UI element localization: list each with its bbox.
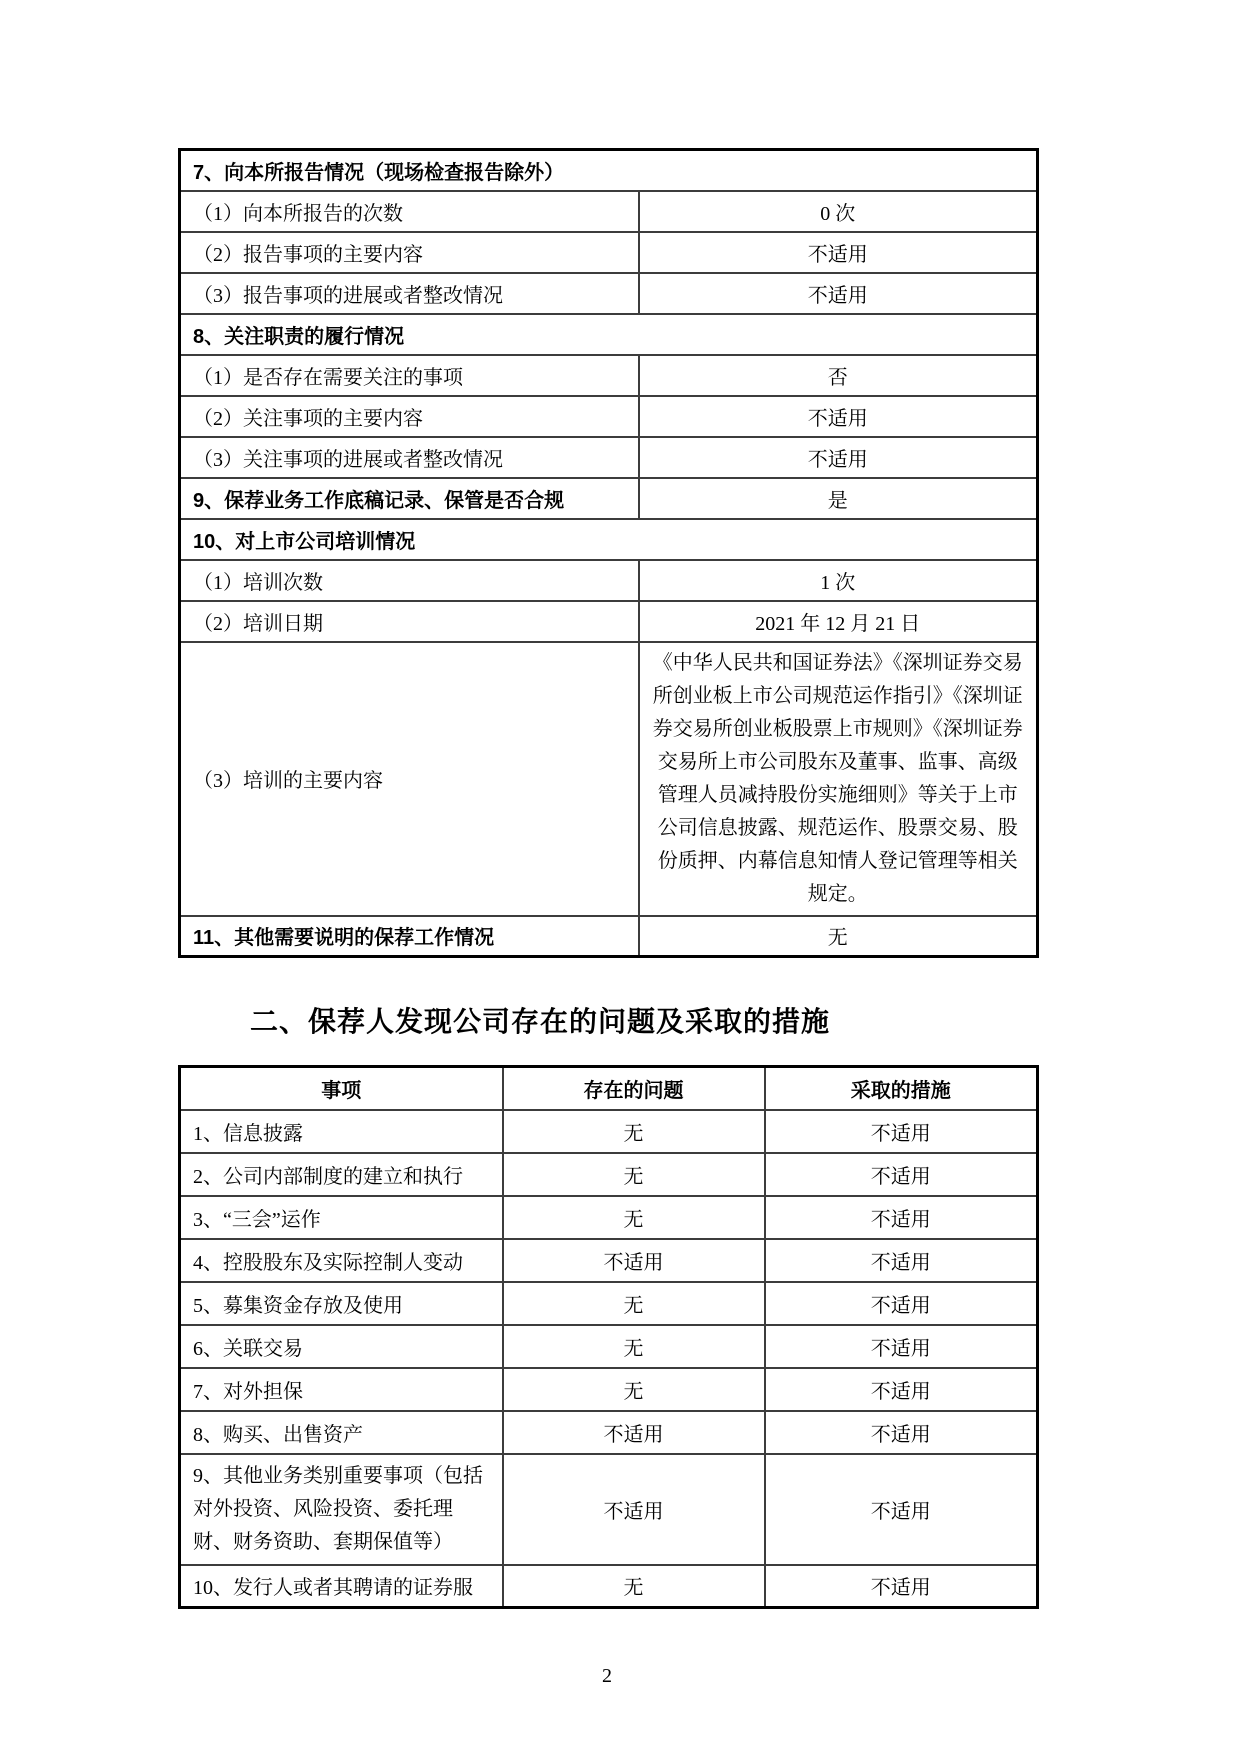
problem-cell: 不适用 <box>503 1454 765 1565</box>
table-row <box>180 601 1038 642</box>
measure-cell: 不适用 <box>765 1153 1038 1196</box>
item-cell: 8、购买、出售资产 <box>180 1411 503 1454</box>
table-row <box>180 396 1038 437</box>
row-label-cell: 9、保荐业务工作底稿记录、保管是否合规 <box>180 478 639 519</box>
problem-cell: 无 <box>503 1153 765 1196</box>
table-row <box>180 916 1038 957</box>
section-two-title: 二、保荐人发现公司存在的问题及采取的措施 <box>250 1006 831 1037</box>
row-label-cell: （1）向本所报告的次数 <box>180 191 639 232</box>
measure-cell: 不适用 <box>765 1565 1038 1608</box>
item-cell: 3、“三会”运作 <box>180 1196 503 1239</box>
table-row <box>180 519 1038 560</box>
row-value-cell: 1 次 <box>639 560 1038 601</box>
table-row <box>180 355 1038 396</box>
table-row <box>180 1196 1038 1239</box>
row-value-cell: 2021 年 12 月 21 日 <box>639 601 1038 642</box>
section-header-cell: 10、对上市公司培训情况 <box>180 519 1038 560</box>
sponsor-work-table <box>178 148 1039 958</box>
row-value-cell: 无 <box>639 916 1038 957</box>
measure-cell: 不适用 <box>765 1454 1038 1565</box>
table-row <box>180 150 1038 191</box>
row-value-cell: 是 <box>639 478 1038 519</box>
row-label-cell: （2）报告事项的主要内容 <box>180 232 639 273</box>
column-header-problem: 存在的问题 <box>503 1067 765 1110</box>
row-value-cell: 不适用 <box>639 437 1038 478</box>
item-cell: 7、对外担保 <box>180 1368 503 1411</box>
row-value-cell: 0 次 <box>639 191 1038 232</box>
table-row <box>180 1153 1038 1196</box>
table-row <box>180 314 1038 355</box>
problem-cell: 不适用 <box>503 1411 765 1454</box>
row-value-cell: 不适用 <box>639 273 1038 314</box>
problem-cell: 无 <box>503 1110 765 1153</box>
column-header-item: 事项 <box>180 1067 503 1110</box>
item-cell: 10、发行人或者其聘请的证券服 <box>180 1565 503 1608</box>
sponsor-work-table-body <box>180 150 1038 957</box>
section-header-cell: 7、向本所报告情况（现场检查报告除外） <box>180 150 1038 191</box>
row-label-cell: （3）培训的主要内容 <box>180 642 639 916</box>
row-label-cell: （1）培训次数 <box>180 560 639 601</box>
row-value-cell: 不适用 <box>639 232 1038 273</box>
table-header-row <box>180 1067 1038 1110</box>
table-row <box>180 273 1038 314</box>
row-label-cell: 11、其他需要说明的保荐工作情况 <box>180 916 639 957</box>
measure-cell: 不适用 <box>765 1239 1038 1282</box>
problems-measures-table-body <box>180 1110 1038 1608</box>
table-row <box>180 1411 1038 1454</box>
problem-cell: 无 <box>503 1565 765 1608</box>
measure-cell: 不适用 <box>765 1368 1038 1411</box>
table-row <box>180 1325 1038 1368</box>
table-row <box>180 437 1038 478</box>
problem-cell: 无 <box>503 1282 765 1325</box>
problem-cell: 无 <box>503 1368 765 1411</box>
row-label-cell: （2）培训日期 <box>180 601 639 642</box>
item-cell: 1、信息披露 <box>180 1110 503 1153</box>
table-row <box>180 560 1038 601</box>
measure-cell: 不适用 <box>765 1282 1038 1325</box>
problem-cell: 无 <box>503 1196 765 1239</box>
row-label-cell: （3）报告事项的进展或者整改情况 <box>180 273 639 314</box>
table-row <box>180 1565 1038 1608</box>
item-cell: 5、募集资金存放及使用 <box>180 1282 503 1325</box>
section-header-cell: 8、关注职责的履行情况 <box>180 314 1038 355</box>
item-cell: 2、公司内部制度的建立和执行 <box>180 1153 503 1196</box>
table-row <box>180 1239 1038 1282</box>
page-number: 2 <box>602 1665 612 1687</box>
measure-cell: 不适用 <box>765 1110 1038 1153</box>
table-row <box>180 232 1038 273</box>
problem-cell: 无 <box>503 1325 765 1368</box>
row-label-cell: （1）是否存在需要关注的事项 <box>180 355 639 396</box>
row-value-cell: 否 <box>639 355 1038 396</box>
measure-cell: 不适用 <box>765 1411 1038 1454</box>
table-row <box>180 1282 1038 1325</box>
row-value-cell: 《中华人民共和国证券法》《深圳证券交易所创业板上市公司规范运作指引》《深圳证券交易所创业板股票上市规则》《深圳证券交易所上市公司股东及董事、监事、高级管理人员减持股份实施细则》等关于上市公司信息披露、规范运作、股票交易、股份质押、内幕信息知情人登记管理等相关规定。 <box>639 642 1038 916</box>
item-cell: 9、其他业务类别重要事项（包括对外投资、风险投资、委托理财、财务资助、套期保值等） <box>180 1454 503 1565</box>
row-label-cell: （3）关注事项的进展或者整改情况 <box>180 437 639 478</box>
measure-cell: 不适用 <box>765 1325 1038 1368</box>
measure-cell: 不适用 <box>765 1196 1038 1239</box>
problem-cell: 不适用 <box>503 1239 765 1282</box>
problems-measures-table <box>178 1065 1039 1609</box>
table-row <box>180 1454 1038 1565</box>
table-row <box>180 1110 1038 1153</box>
item-cell: 4、控股股东及实际控制人变动 <box>180 1239 503 1282</box>
item-cell: 6、关联交易 <box>180 1325 503 1368</box>
row-label-cell: （2）关注事项的主要内容 <box>180 396 639 437</box>
row-value-cell: 不适用 <box>639 396 1038 437</box>
column-header-measure: 采取的措施 <box>765 1067 1038 1110</box>
table-row <box>180 642 1038 916</box>
table-row <box>180 1368 1038 1411</box>
table-row <box>180 191 1038 232</box>
table-row <box>180 478 1038 519</box>
